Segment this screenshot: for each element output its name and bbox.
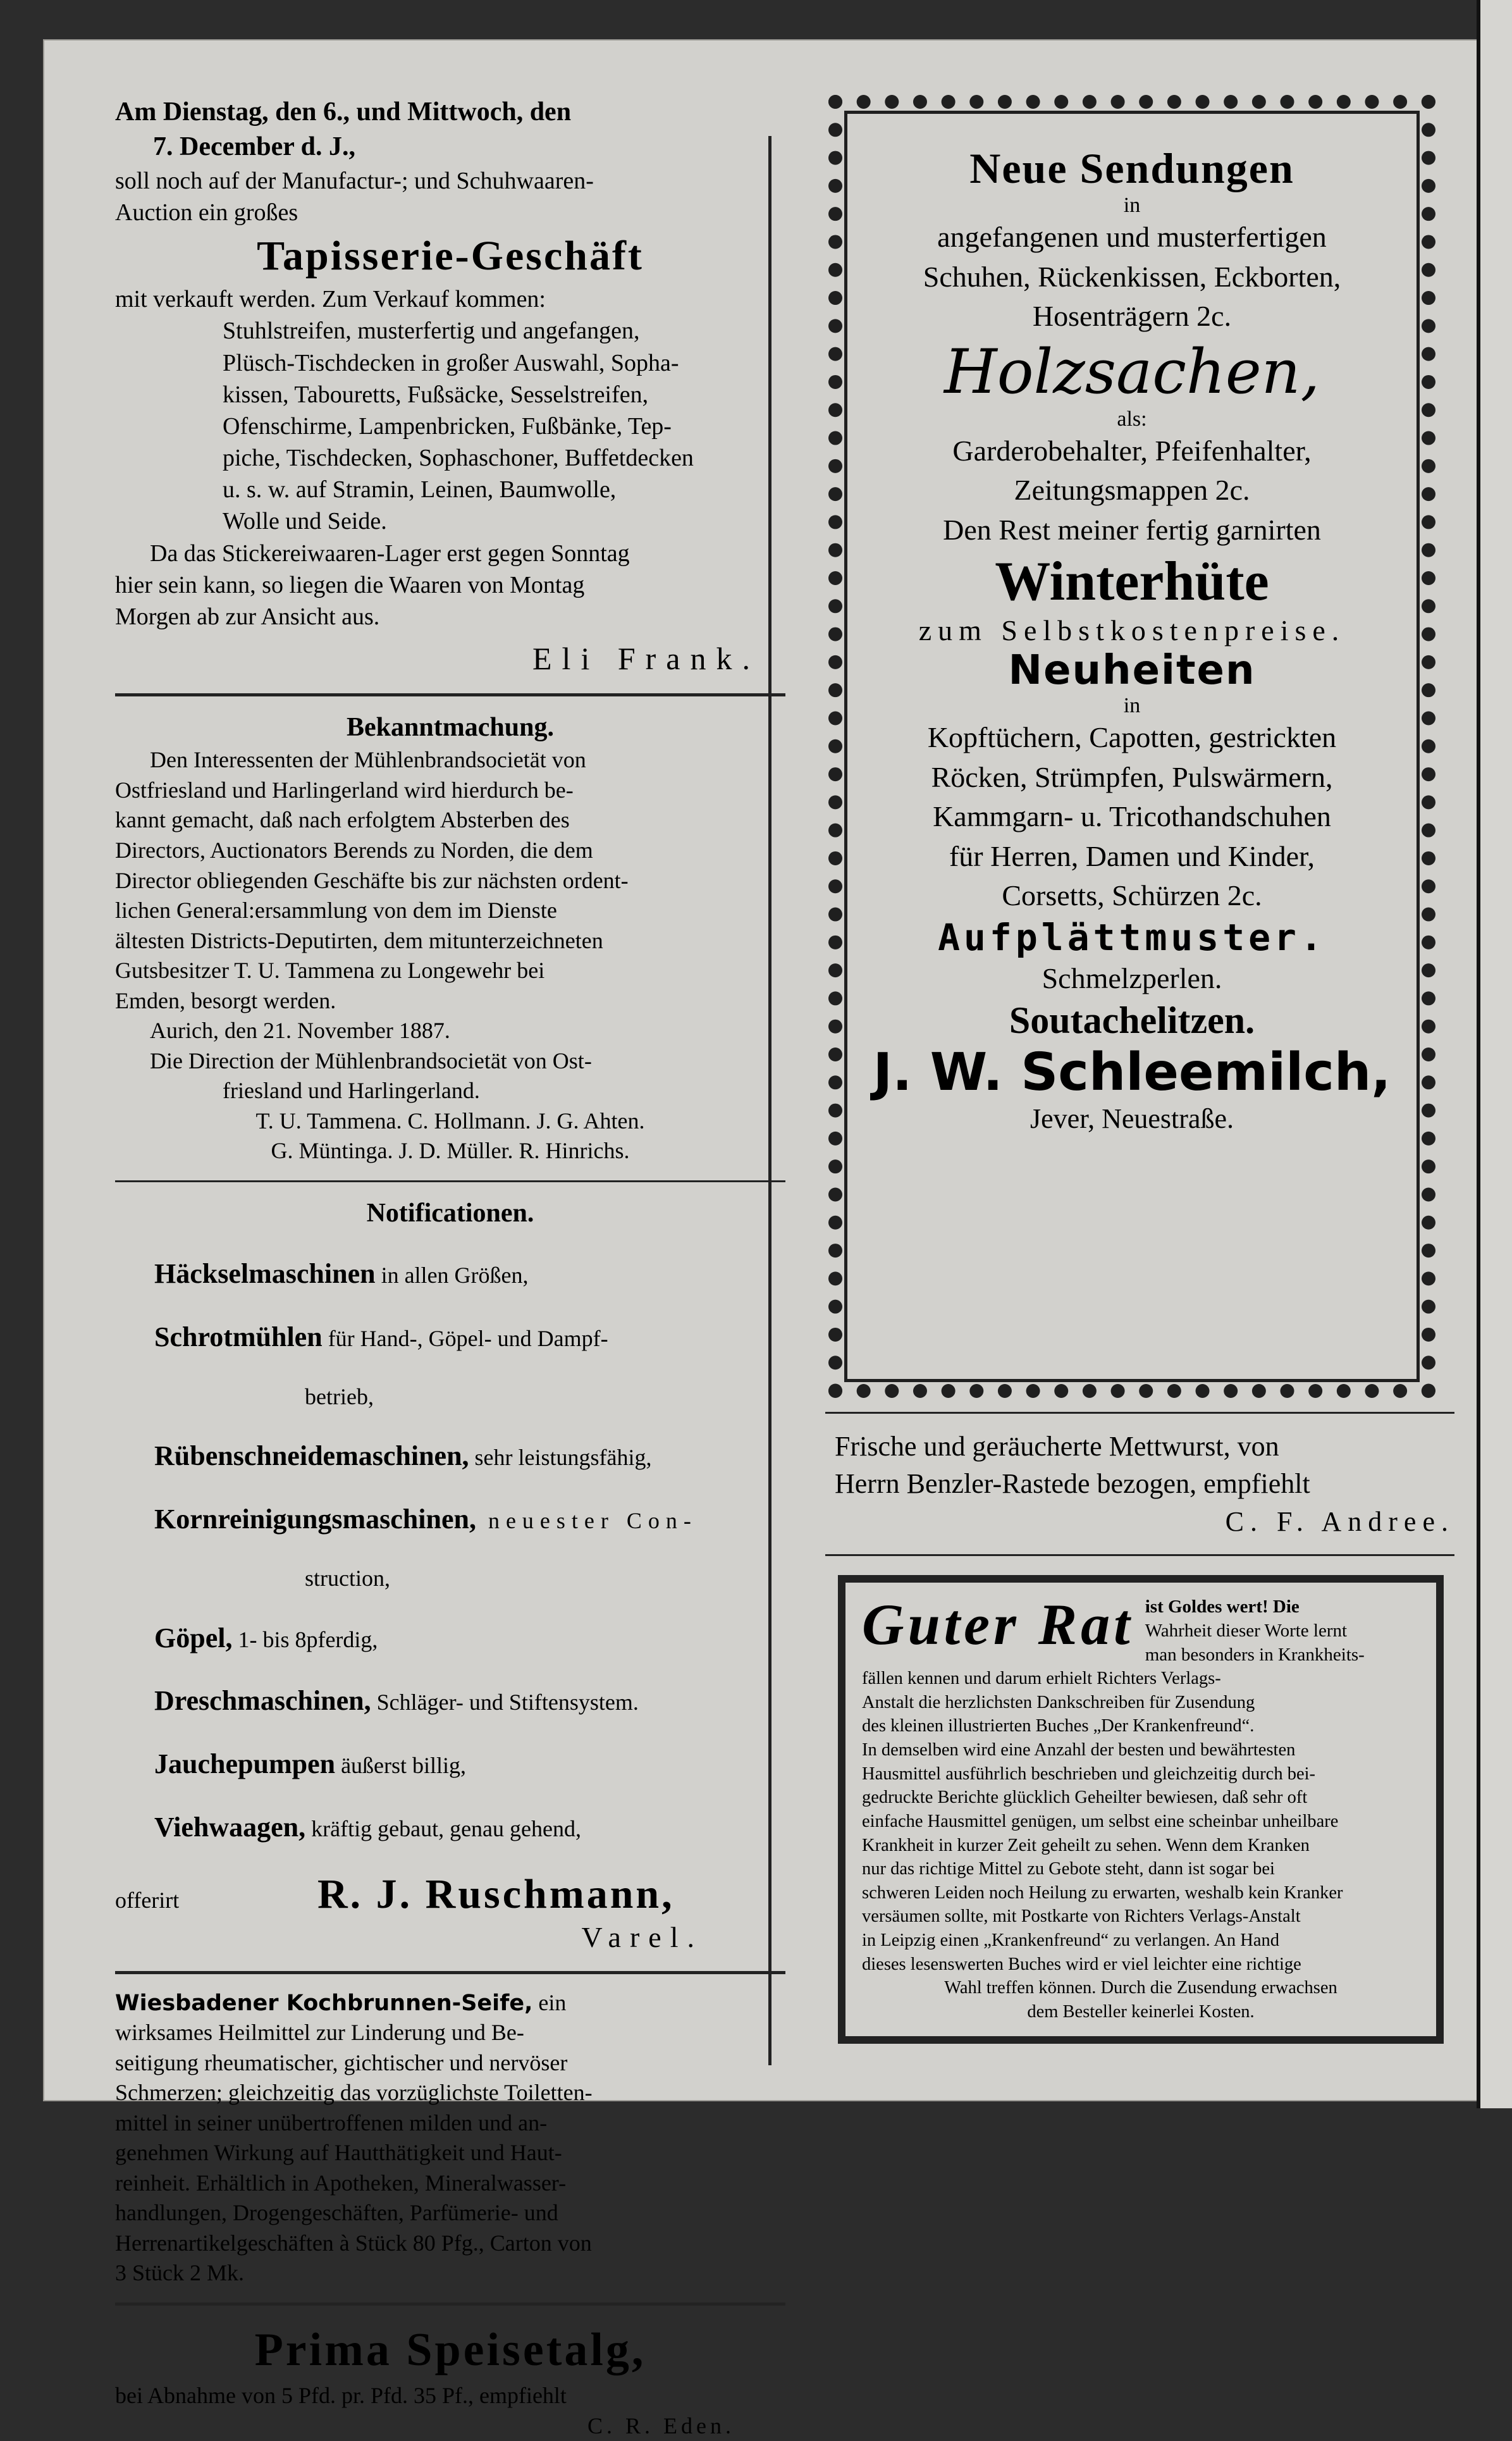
mett-line: Frische und geräucherte Mettwurst, von <box>835 1431 1279 1462</box>
rat-line: versäumen sollte, mit Postkarte von Richters Verlags-Anstalt <box>862 1906 1301 1927</box>
seife-heading-tail: ein <box>532 1989 567 2015</box>
guter-rat-ad <box>838 1575 1444 2044</box>
rat-line: fällen kennen und darum erhielt Richters Verlags- <box>862 1669 1221 1689</box>
guter-rat-header <box>862 1592 1420 1667</box>
rat-line: Krankheit in kurzer Zeit geheilt zu sehen. Wenn dem Kranken <box>862 1835 1310 1855</box>
mett-signature: C. F. Andree. <box>1225 1505 1454 1537</box>
machine-row: Dreschmaschinen, Schläger- und Stiftensystem. <box>154 1685 639 1717</box>
notice-line: ältesten Districts-Deputirten, dem mitunterzeichneten <box>115 927 603 953</box>
notice-date: Aurich, den 21. November 1887. <box>150 1018 450 1044</box>
box-line: Garderobehalter, Pfeifenhalter, <box>952 434 1312 467</box>
box-line: Schmelzperlen. <box>1042 962 1222 995</box>
seife-heading: Wiesbadener Kochbrunnen-Seife, <box>115 1990 533 2016</box>
divider <box>115 1971 785 1974</box>
notifications-ad <box>115 1196 785 1957</box>
box-line: Kopftüchern, Capotten, gestrickten <box>927 721 1337 754</box>
seife-line: handlungen, Drogengeschäften, Parfümerie- und <box>115 2200 558 2226</box>
divider <box>115 1180 785 1182</box>
talg-line: bei Abnahme von 5 Pfd. pr. Pfd. 35 Pf., empfiehlt <box>115 2383 567 2409</box>
auction-line: hier sein kann, so liegen die Waaren von Montag <box>115 571 585 598</box>
mettwurst-ad <box>794 1428 1454 1540</box>
seife-line: reinheit. Erhältlich in Apotheken, Mineralwasser- <box>115 2170 567 2196</box>
schleemilch-text <box>866 144 1398 1135</box>
offer-label: offerirt <box>115 1887 180 1913</box>
notice-direction: friesland und Harlingerland. <box>223 1078 480 1104</box>
auction-item: u. s. w. auf Stramin, Leinen, Baumwolle, <box>223 476 617 504</box>
rat-line: dieses lesenswerten Buches wird er viel leichter eine richtige <box>862 1954 1301 1974</box>
seife-line: 3 Stück 2 Mk. <box>115 2260 245 2286</box>
box-line: Zeitungsmappen 2c. <box>1014 474 1250 507</box>
auction-items <box>115 315 785 537</box>
box-line: als: <box>1117 407 1147 431</box>
rat-line: Wahl treffen können. Durch die Zusendung erwachsen <box>944 1978 1337 1998</box>
notice-ad <box>115 710 785 1166</box>
machine-row: Schrotmühlen für Hand-, Göpel- und Dampf- <box>154 1321 608 1352</box>
guter-rat-side: ist Goldes wert! Die Wahrheit dieser Worte lernt man besonders in Krankheits- <box>1145 1597 1365 1665</box>
auction-item: kissen, Tabouretts, Fußsäcke, Sesselstreifen, <box>223 381 649 408</box>
auction-item: Wolle und Seide. <box>223 508 387 535</box>
box-line: Jever, Neuestraße. <box>1030 1103 1234 1134</box>
schleemilch-ad <box>828 95 1435 1398</box>
seife-line: Herrenartikelgeschäften à Stück 80 Pfg., Carton von <box>115 2230 592 2256</box>
box-line: zum Selbstkostenpreise. <box>918 614 1346 647</box>
seife-ad <box>115 1988 785 2289</box>
notice-line: Gutsbesitzer T. U. Tammena zu Longewehr bei <box>115 958 545 984</box>
auction-ad <box>115 95 785 679</box>
divider <box>825 1412 1454 1414</box>
box-line: Schuhen, Rückenkissen, Eckborten, <box>923 260 1341 293</box>
divider <box>825 1554 1454 1556</box>
machine-row: struction, <box>305 1566 390 1591</box>
box-line: Hosenträgern 2c. <box>1032 300 1232 333</box>
box-line: J. W. Schleemilch, <box>873 1042 1391 1103</box>
talg-title: Prima Speisetalg, <box>254 2323 646 2376</box>
seife-line: Schmerzen; gleichzeitig das vorzüglichste Toiletten- <box>115 2080 593 2106</box>
ruschmann-name: R. J. Ruschmann, <box>317 1870 675 1917</box>
guter-rat-body <box>862 1667 1420 2024</box>
ruschmann-signature <box>115 1870 785 1919</box>
box-line: Röcken, Strümpfen, Pulswärmern, <box>931 760 1333 793</box>
machine-row: Häckselmaschinen in allen Größen, <box>154 1258 529 1290</box>
box-line: Soutachelitzen. <box>1009 999 1255 1041</box>
divider <box>115 2302 785 2306</box>
box-line: in <box>1123 694 1141 718</box>
auction-line: mit verkauft werden. Zum Verkauf kommen: <box>115 286 546 313</box>
box-line: Neue Sendungen <box>969 144 1294 192</box>
notice-line: Ostfriesland und Harlingerland wird hierdurch be- <box>115 777 574 803</box>
notice-line: Director obliegenden Geschäfte bis zur nächsten ordent- <box>115 867 629 893</box>
box-line: Neuheiten <box>1008 647 1256 695</box>
box-line: angefangenen und musterfertigen <box>937 221 1327 253</box>
rat-line: nur das richtige Mittel zu Gebote steht, dann ist sogar bei <box>862 1859 1275 1879</box>
box-line: Corsetts, Schürzen 2c. <box>1002 879 1262 912</box>
notifications-title: Notificationen. <box>366 1198 534 1228</box>
machine-row: Göpel, 1- bis 8pferdig, <box>154 1622 378 1653</box>
rat-line: einfache Hausmittel genügen, um selbst eine scheinbar unheilbare <box>862 1811 1339 1831</box>
notice-line: kannt gemacht, daß nach erfolgtem Absterben des <box>115 807 570 833</box>
divider <box>115 693 785 696</box>
box-line: Winterhüte <box>995 551 1269 613</box>
machine-row: Kornreinigungsmaschinen, neuester Con- <box>154 1503 698 1535</box>
auction-title: Tapisserie-Geschäft <box>257 233 644 280</box>
rat-line: Hausmittel ausführlich beschrieben und gleichzeitig durch bei- <box>862 1764 1316 1784</box>
machine-row: Jauchepumpen äußerst billig, <box>154 1748 467 1780</box>
seife-line: wirksames Heilmittel zur Linderung und Be- <box>115 2020 524 2046</box>
auction-signature: Eli Frank. <box>532 641 760 677</box>
auction-line: soll noch auf der Manufactur-; und Schuhwaaren- <box>115 167 594 194</box>
auction-line: Morgen ab zur Ansicht aus. <box>115 603 380 630</box>
machine-row: Rübenschneidemaschinen, sehr leistungsfähig, <box>154 1440 652 1471</box>
rat-line: Anstalt die herzlichsten Dankschreiben für Zusendung <box>862 1692 1255 1712</box>
auction-item: Ofenschirme, Lampenbricken, Fußbänke, Tep- <box>223 412 672 440</box>
auction-line: Auction ein großes <box>115 199 298 226</box>
notice-line: Emden, besorgt werden. <box>115 987 336 1013</box>
notice-line: lichen General:ersammlung von dem im Dienste <box>115 898 557 924</box>
notice-line: Directors, Auctionators Berends zu Norden, die dem <box>115 837 593 863</box>
rat-line: schweren Leiden noch Heilung zu erwarten, weshalb kein Kranker <box>862 1882 1343 1903</box>
seife-line: mittel in seiner unübertroffenen milden und an- <box>115 2110 548 2135</box>
right-column <box>794 95 1454 2044</box>
notice-line: Den Interessenten der Mühlenbrandsocietät von <box>150 747 586 773</box>
mett-line: Herrn Benzler-Rastede bezogen, empfiehlt <box>835 1468 1310 1500</box>
auction-line: Da das Stickereiwaaren-Lager erst gegen Sonntag <box>150 540 630 567</box>
auction-item: piche, Tischdecken, Sophaschoner, Buffetdecken <box>223 445 694 472</box>
guter-rat-title: Guter Rat <box>862 1592 1134 1657</box>
box-line: in <box>1123 194 1141 217</box>
box-line: Aufplättmuster. <box>938 916 1326 960</box>
auction-item: Plüsch-Tischdecken in großer Auswahl, Sopha- <box>223 349 679 376</box>
box-line: Den Rest meiner fertig garnirten <box>943 513 1321 546</box>
box-line: Kammgarn- u. Tricothandschuhen <box>933 800 1331 833</box>
notice-signatories: T. U. Tammena. C. Hollmann. J. G. Ahten. <box>255 1108 645 1134</box>
auction-item: Stuhlstreifen, musterfertig und angefangen, <box>223 318 640 345</box>
rat-line: dem Besteller keinerlei Kosten. <box>1027 2001 1255 2022</box>
notice-direction: Die Direction der Mühlenbrandsocietät von Ost- <box>150 1047 592 1073</box>
notice-signatories: G. Müntinga. J. D. Müller. R. Hinrichs. <box>271 1138 630 1164</box>
rat-line: In demselben wird eine Anzahl der besten und bewährtesten <box>862 1740 1296 1760</box>
seife-line: seitigung rheumatischer, gichtischer und nervöser <box>115 2049 568 2075</box>
ruschmann-place: Varel. <box>581 1920 703 1953</box>
auction-heading-2: 7. December d. J., <box>153 132 355 162</box>
box-line: Holzsachen, <box>943 336 1320 407</box>
machine-row: Viehwaagen, kräftig gebaut, genau gehend, <box>154 1812 581 1843</box>
talg-signature: C. R. Eden. <box>587 2413 735 2438</box>
notice-title: Bekanntmachung. <box>347 713 554 743</box>
rat-line: in Leipzig einen „Krankenfreund“ zu verlangen. An Hand <box>862 1930 1279 1950</box>
seife-line: genehmen Wirkung auf Hautthätigkeit und Haut- <box>115 2140 562 2166</box>
talg-ad <box>115 2320 785 2441</box>
box-line: für Herren, Damen und Kinder, <box>949 839 1315 872</box>
next-page-edge <box>1477 0 1512 2108</box>
machine-row: betrieb, <box>305 1383 374 1409</box>
left-column <box>115 95 785 2441</box>
auction-heading-1: Am Dienstag, den 6., und Mittwoch, den <box>115 97 572 127</box>
rat-line: gedruckte Berichte glücklich Geheilter bewiesen, daß sehr oft <box>862 1788 1308 1808</box>
rat-line: des kleinen illustrierten Buches „Der Krankenfreund“. <box>862 1716 1255 1736</box>
